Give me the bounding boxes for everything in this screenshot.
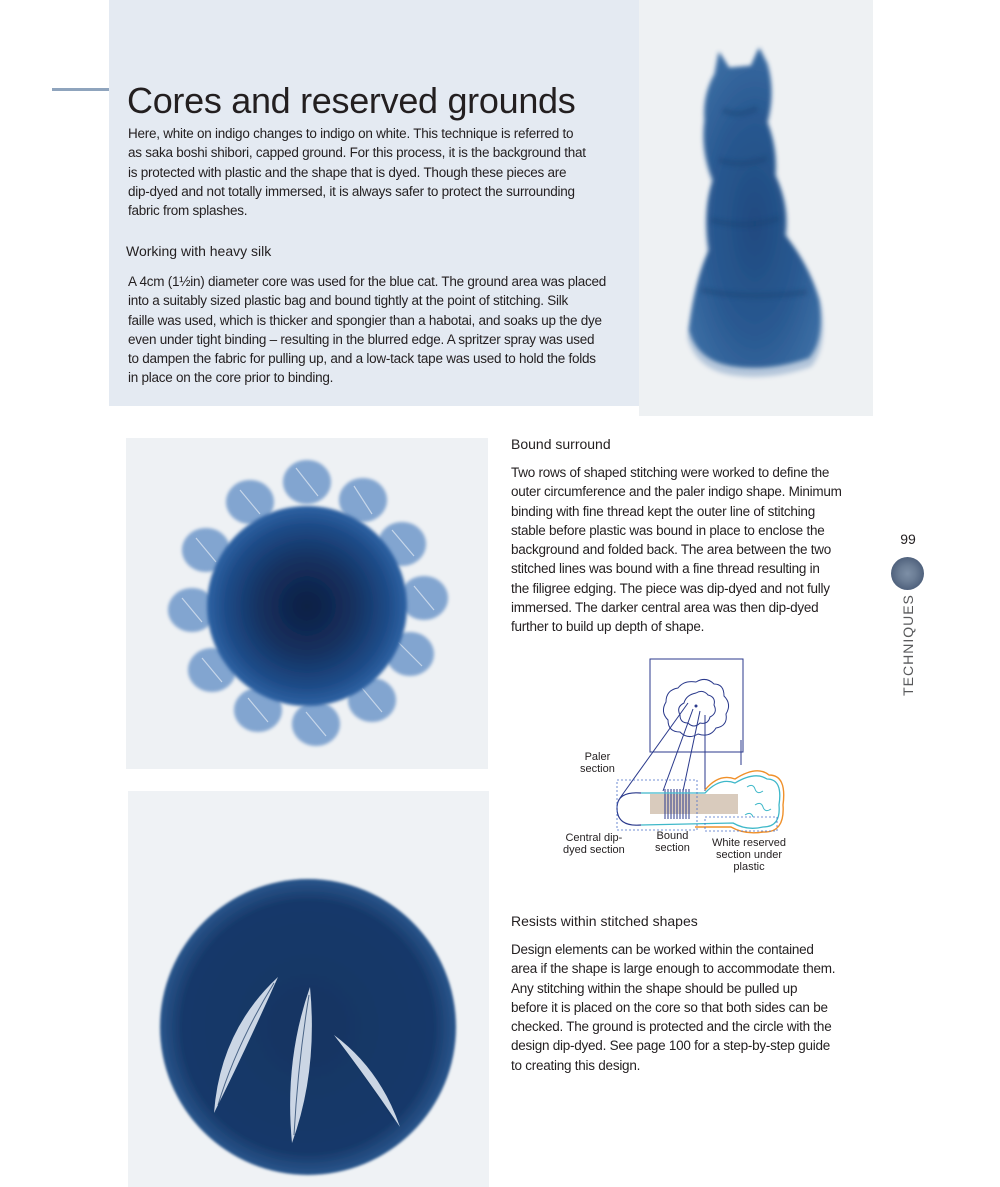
resists-paragraph: Design elements can be worked within the contained area if the shape is large enough to accommodate them. Any stitching within the shape should be pulled up before it is placed on the core so that both sides can be checked. The ground is protected and the circle with the design dip-dyed. See page 100 for a step-by-step guide to creating this design. [511,942,836,1073]
diagram-fabric-tip [617,793,641,825]
diagram-fabric-core [650,794,738,814]
diagram-label-reserved: White reserved section under plastic [712,837,786,873]
section-thumbnail-disc [891,557,924,590]
heading-heavy-silk: Working with heavy silk [126,243,272,259]
diagram-label-central: Central dip- dyed section [563,832,625,856]
heavy-silk-paragraph: A 4cm (1½in) diameter core was used for the blue cat. The ground area was placed into a suitably sized plastic bag and bound tightly at the point of stitching. Silk faille was used, which is thicker and spongier than a habotai, and soaks up the dye even under tight binding – resulting in the blurred edge. A spritzer spray was used to dampen the fabric for pulling up, and a low-tack tape was used to hold the folds in place on the core prior to binding. [128,274,607,386]
bound-surround-photo [126,438,488,769]
title-accent-rule [52,88,109,91]
intro-paragraph: Here, white on indigo changes to indigo on white. This technique is referred to as saka boshi shibori, capped ground. For this process, it is the background that is protected with plastic and the shape that is dyed. Though these pieces are dip-dyed and not totally immersed, it is always safer to protect the surrounding fabric from splashes. [128,126,586,219]
section-label: TECHNIQUES [900,594,916,696]
heading-resists: Resists within stitched shapes [511,913,698,929]
diagram-centre-point [695,705,698,708]
bound-surround-paragraph: Two rows of shaped stitching were worked to define the outer circumference and the paler indigo shape. Minimum binding with fine thread kept the outer line of stitching stable before plastic was bound in place to enclose the background and folded back. The area between the two stitched lines was bound with a fine thread resulting in the filigree edging. The piece was dip-dyed and not fully immersed. The darker central area was then dip-dyed further to build up depth of shape. [511,465,842,635]
cat-shibori-photo [639,0,873,416]
diagram-fabric-folds [745,785,771,817]
page-number: 99 [900,531,916,547]
heading-bound-surround: Bound surround [511,436,611,452]
binding-diagram [555,655,805,880]
diagram-label-paler: Paler section [580,751,615,775]
diagram-label-bound: Bound section [655,830,690,854]
resists-photo [128,791,489,1187]
page-title: Cores and reserved grounds [127,80,576,121]
